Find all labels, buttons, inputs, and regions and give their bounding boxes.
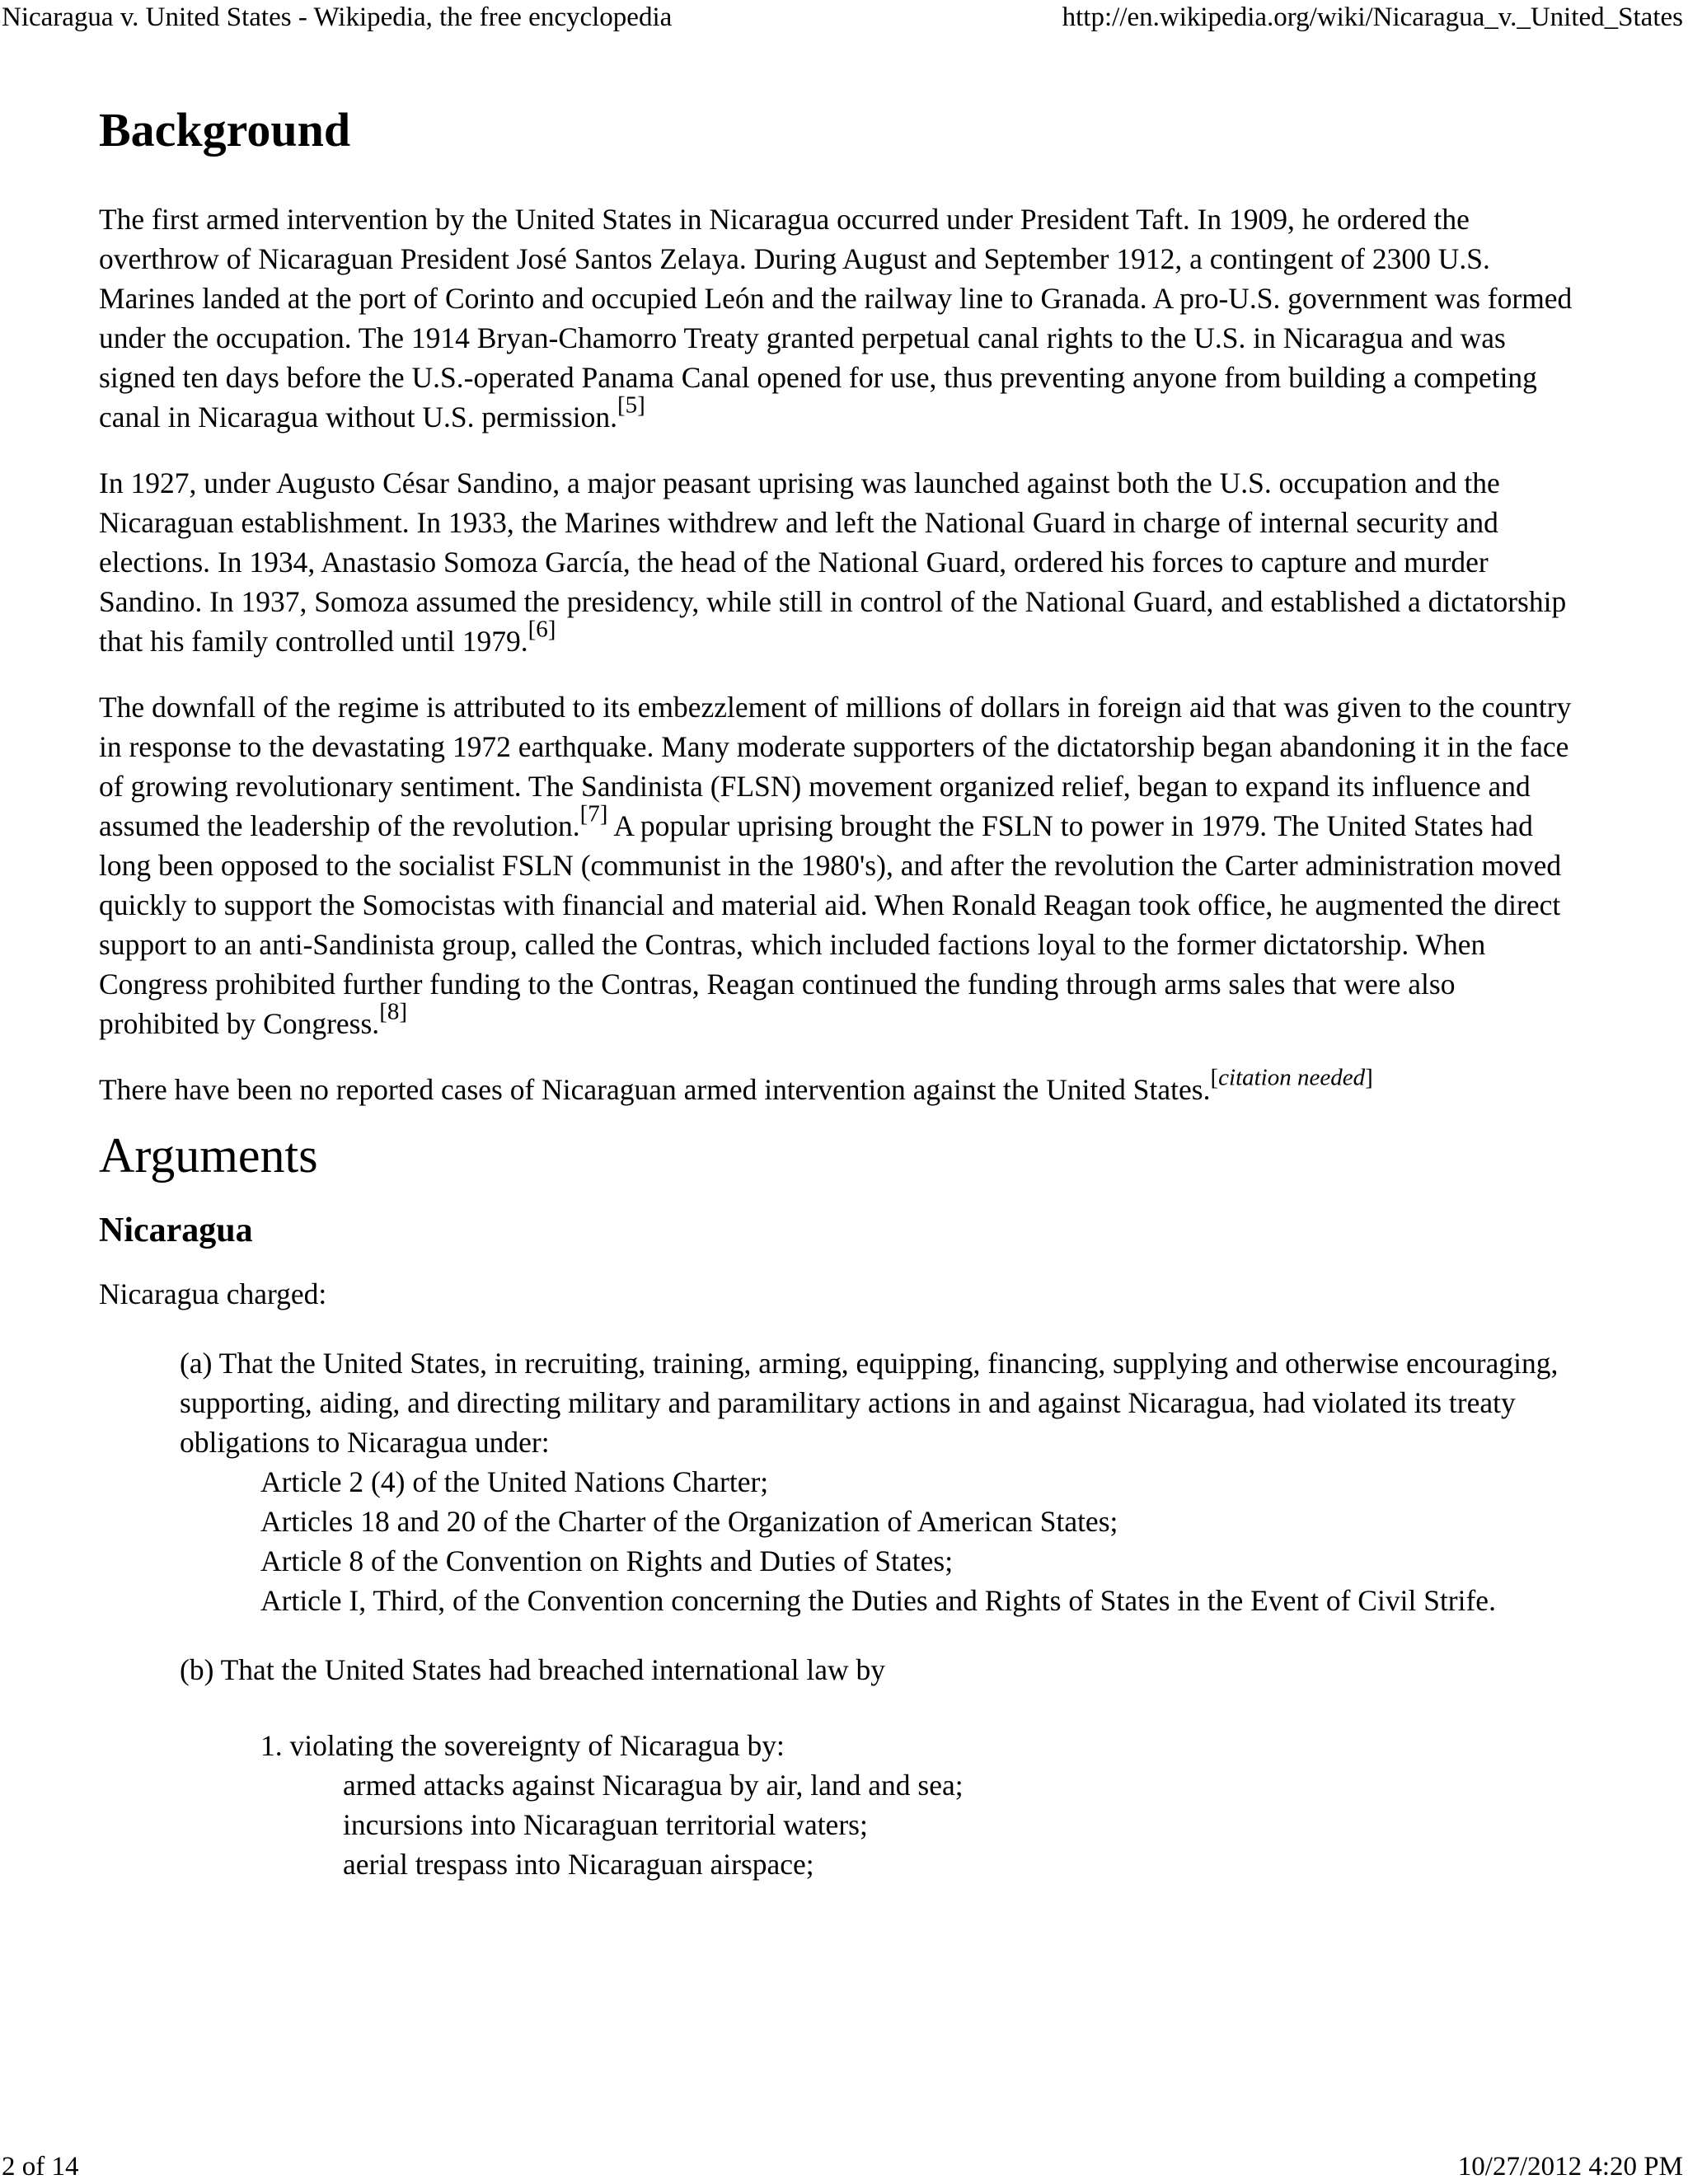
charge-b-subitem: incursions into Nicaraguan territorial waters; <box>343 1808 868 1841</box>
charge-b-text: (b) That the United States had breached international law by <box>180 1653 885 1686</box>
print-header <box>0 0 1688 36</box>
nicaragua-subheading: Nicaragua <box>99 1212 253 1249</box>
background-paragraph-1 <box>99 199 1582 437</box>
charge-b-subitem: armed attacks against Nicaragua by air, land and sea; <box>343 1769 964 1802</box>
background-paragraph-3 <box>99 687 1582 1043</box>
arguments-heading: Arguments <box>99 1128 318 1183</box>
charge-a-item: Article I, Third, of the Convention concerning the Duties and Rights of States in the Event of Civil Strife. <box>260 1584 1496 1617</box>
nicaragua-intro: Nicaragua charged: <box>99 1277 327 1310</box>
charge-b-list-item-1: 1. violating the sovereignty of Nicaragua by: <box>260 1729 785 1762</box>
background-heading: Background <box>99 103 351 157</box>
charge-a-item: Article 2 (4) of the United Nations Charter; <box>260 1465 769 1498</box>
background-paragraph-2 <box>99 463 1582 661</box>
paragraph-text: The first armed intervention by the United States in Nicaragua occurred under President Taft. In 1909, he ordered the overthrow of Nicaraguan President José Santos Zelaya. During August and September 1912, a contingent of 2300 U.S. Marines landed at the port of Corinto and occupied León and the railway line to Granada. A pro-U.S. government was formed under the occupation. The 1914 Bryan-Chamorro Treaty granted perpetual canal rights to the U.S. in Nicaragua and was signed ten days before the U.S.-operated Panama Canal opened for use, thus preventing anyone from building a competing canal in Nicaragua without U.S. permission. <box>99 203 1573 434</box>
paragraph-text: In 1927, under Augusto César Sandino, a major peasant uprising was launched against both the U.S. occupation and the Nicaraguan establishment. In 1933, the Marines withdrew and left the National Guard in charge of internal security and elections. In 1934, Anastasio Somoza García, the head of the National Guard, ordered his forces to capture and murder Sandino. In 1937, Somoza assumed the presidency, while still in control of the National Guard, and established a dictatorship that his family controlled until 1979. <box>99 466 1567 658</box>
charge-b-subitem: aerial trespass into Nicaraguan airspace; <box>343 1848 814 1881</box>
citation-needed-link[interactable]: [citation needed] <box>1210 1064 1373 1091</box>
print-datetime: 10/27/2012 4:20 PM <box>1457 2152 1683 2182</box>
reference-link-8[interactable]: [8] <box>379 998 408 1025</box>
page-title: Nicaragua v. United States - Wikipedia, the free encyclopedia <box>2 2 673 32</box>
article-content <box>99 97 1582 1884</box>
paragraph-text: The downfall of the regime is attributed to its embezzlement of millions of dollars in foreign aid that was given to the country in response to the devastating 1972 earthquake. Many moderate supporters of the dictatorship began abandoning it in the face of growing revolutionary sentiment. The Sandinista (FLSN) movement organized relief, began to expand its influence and assumed the leadership of the revolution. <box>99 691 1572 842</box>
page-url: http://en.wikipedia.org/wiki/Nicaragua_v._United_States <box>1062 2 1683 32</box>
paragraph-text: There have been no reported cases of Nicaraguan armed intervention against the United States. <box>99 1073 1211 1106</box>
paragraph-text: A popular uprising brought the FSLN to power in 1979. The United States had long been opposed to the socialist FSLN (communist in the 1980's), and after the revolution the Carter administration moved quickly to support the Somocistas with financial and material aid. When Ronald Reagan took office, he augmented the direct support to an anti-Sandinista group, called the Contras, which included factions loyal to the former dictatorship. When Congress prohibited further funding to the Contras, Reagan continued the funding through arms sales that were also prohibited by Congress. <box>99 809 1562 1040</box>
background-paragraph-4 <box>99 1064 1582 1109</box>
charge-a-text: (a) That the United States, in recruiting, training, arming, equipping, financing, supplying and otherwise encouraging, supporting, aiding, and directing military and paramilitary actions in and against Nicaragua, had violated its treaty obligations to Nicaragua under: <box>180 1347 1559 1459</box>
print-footer <box>0 2149 1688 2184</box>
reference-link-6[interactable]: [6] <box>528 616 556 643</box>
charge-a-item: Articles 18 and 20 of the Charter of the Organization of American States; <box>260 1505 1118 1538</box>
charge-a-item: Article 8 of the Convention on Rights and Duties of States; <box>260 1544 954 1577</box>
page-number: 2 of 14 <box>2 2152 79 2182</box>
reference-link-7[interactable]: [7] <box>579 800 608 827</box>
reference-link-5[interactable]: [5] <box>617 391 645 419</box>
